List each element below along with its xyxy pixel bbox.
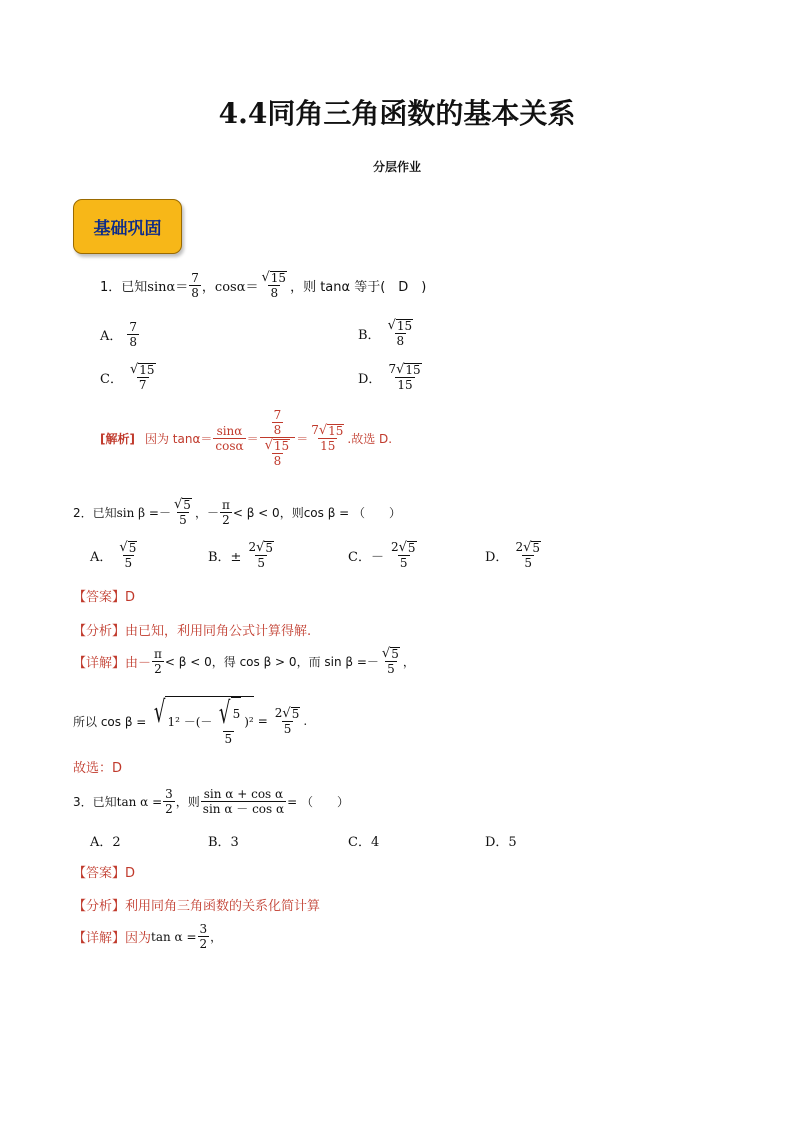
q1-analysis-eq2: ＝: [296, 431, 309, 446]
q2-answer-value: D: [125, 590, 136, 605]
q1-cos-den: 8: [270, 286, 279, 300]
q1-sin-den: 8: [191, 285, 199, 300]
q2-analysis-text: 由已知，利用同角公式计算得解.: [125, 624, 312, 639]
q1-option-d: D． 7 √ 15 15: [358, 362, 421, 392]
q2-so-den: 5: [224, 732, 233, 746]
q2-cos-label: cos β = （ ）: [303, 505, 402, 520]
q1-cos-frac: √ 15 8: [261, 270, 287, 300]
q2-so: 所以 cos β = √ 1² －(－ √ 5 5 )² = 2 √ 5 5 .: [73, 695, 308, 746]
q2-option-c: C．－ 2 √ 5 5: [348, 540, 416, 570]
q2-so-rad2: 5: [291, 707, 300, 721]
q3-option-b: B．3: [208, 835, 239, 850]
q2-number: 2．已知: [73, 505, 117, 520]
q1-option-a-label: A．: [100, 329, 123, 344]
q1-option-d-den: 15: [397, 378, 413, 392]
q2-answer: [73, 586, 135, 605]
q1-option-d-coef: 7: [388, 362, 397, 376]
q1-sin-num: 7: [191, 270, 199, 285]
q2-pi: π: [221, 497, 230, 512]
q3-detail-tail: ，: [210, 930, 223, 944]
q2-option-d: D． 2 √ 5 5: [485, 540, 541, 570]
q3-option-c: C．4: [348, 835, 380, 850]
q2-option-d-rad: 5: [532, 541, 541, 555]
q1-analysis-cos: cosα: [215, 438, 244, 453]
q3-tail: = （ ）: [287, 795, 349, 809]
q2-so-eq: =: [257, 714, 268, 728]
q2-sin-rad: 5: [183, 498, 191, 512]
q1-sin-label: sinα＝: [147, 279, 189, 295]
q3-stem: [73, 787, 349, 816]
q1-option-d-rad: 15: [405, 363, 421, 377]
q2-sin-den: 5: [179, 513, 187, 527]
q3-answer-value: D: [125, 866, 136, 881]
q2-so-end: .: [303, 714, 308, 728]
q1-analysis-pre: 因为 tanα＝: [144, 431, 213, 446]
q3-detail-tan: tan α =: [151, 929, 197, 944]
q2-option-b-rad: 5: [265, 541, 274, 555]
q2-option-d-den: 5: [524, 556, 533, 570]
q1-stem: [100, 270, 426, 300]
q2-so-coef: 2: [274, 706, 283, 720]
q2-detail-two: 2: [154, 661, 162, 676]
q3-tan-num: 3: [165, 787, 173, 801]
q1-option-c-label: C．: [100, 371, 123, 387]
q1-option-a-num: 7: [129, 320, 138, 334]
q2-analysis: [73, 620, 311, 639]
q1-analysis-rad: 15: [328, 424, 344, 438]
q1-option-a-den: 8: [129, 335, 138, 349]
q3-frac-num: sin α + cos α: [203, 787, 284, 801]
q3-frac-den: sin α － cos α: [202, 802, 285, 816]
q2-comma: ，－: [194, 505, 219, 520]
q2-detail: 【详解】 由－ $\frac{\pi}{2}$ < β < 0，得 cos β > 0，而 sin β =－ √ 5 5 ，: [73, 646, 415, 676]
q1-analysis-coef: 7: [311, 423, 319, 437]
q2-option-b: B．± 2 √ 5 5: [208, 540, 274, 570]
q3-analysis: [73, 895, 320, 914]
q2-option-c-rad: 5: [407, 541, 416, 555]
q2-detail-tag: 【详解】: [73, 655, 126, 671]
q1-option-b-label: B．: [358, 327, 381, 343]
page-subtitle: 分层作业: [372, 160, 421, 174]
q3-tan-label: tan α =: [116, 794, 163, 809]
q1-cos-rad: 15: [270, 271, 287, 285]
q3-option-d: D．5: [485, 835, 517, 850]
q2-detail-pi: π: [154, 646, 162, 661]
q2-so-den2: 5: [283, 722, 292, 736]
q1-option-b-rad: 15: [396, 319, 413, 333]
q3-detail-num: 3: [199, 922, 208, 936]
q2-stem: 2．已知 sin β =－ √ 5 5 ，－ $\frac{\pi}{2}$ < β < 0，则 cos β = （ ）: [73, 497, 402, 527]
q1-analysis: [解析] 因为 tanα＝ $\frac{\sin\alpha}{\cos\alpha}$ ＝ $\frac{7}{8}$ √ 15 8 ＝ 7 √ 15 15 .故选 D.: [100, 408, 393, 468]
q1-analysis-tag: [解析]: [100, 431, 135, 446]
q2-option-a-den: 5: [124, 556, 133, 570]
q3-answer-tag: 【答案】: [73, 866, 126, 881]
q2-detail-rad: 5: [391, 647, 399, 661]
q2-option-c-coef: 2: [390, 540, 399, 554]
q3-detail: [73, 922, 222, 951]
q2-option-c-den: 5: [399, 556, 408, 570]
q2-option-d-coef: 2: [515, 540, 524, 554]
page-title: 4.4同角三角函数的基本关系: [218, 97, 576, 130]
q2-option-d-label: D．: [485, 549, 509, 565]
q3-tan-den: 2: [165, 802, 173, 816]
q2-so-inner1: 1² －(－: [167, 715, 213, 729]
q3-option-a: A．2: [90, 835, 121, 850]
q2-detail-den: 5: [387, 662, 395, 676]
q2-option-c-label: C．－: [348, 549, 384, 565]
q1-analysis-bot-den: 8: [273, 454, 282, 468]
q1-cos-label: cosα＝: [214, 279, 259, 295]
q1-tail: ，则 tanα 等于( D ): [290, 279, 427, 295]
section-badge: 基础巩固: [73, 199, 182, 254]
q3-detail-tag: 【详解】: [73, 931, 126, 946]
q2-option-b-coef: 2: [248, 540, 257, 554]
q2-so-label: 所以 cos β =: [73, 714, 147, 729]
q1-analysis-top-num: 7: [273, 408, 282, 422]
q3-answer: [73, 862, 135, 881]
q3-analysis-tag: 【分析】: [73, 899, 126, 914]
q2-detail-mid: < β < 0，得 cos β > 0，而 sin β =－: [164, 654, 379, 669]
q1-analysis-top-den: 8: [273, 423, 282, 437]
q2-option-a: A． √ 5 5: [90, 540, 137, 570]
q1-analysis-eq1: ＝: [246, 431, 259, 446]
q1-sin-frac: [189, 271, 201, 300]
q2-two: 2: [222, 512, 230, 527]
q2-detail-tail: ，: [402, 654, 415, 669]
q1-option-d-label: D．: [358, 371, 382, 387]
q2-so-rad: 5: [231, 697, 242, 731]
q2-pick: 故选：D: [73, 761, 123, 776]
q3-detail-den: 2: [199, 937, 208, 951]
q1-analysis-bot-rad: 15: [273, 439, 290, 453]
q2-so-inner2: )²: [244, 714, 254, 729]
q1-option-c-den: 7: [138, 378, 147, 392]
q1-analysis-den: 15: [320, 439, 336, 453]
q2-detail-pre: 由－: [125, 655, 152, 671]
q3-number: 3．已知: [73, 795, 117, 809]
q2-sin-label: sin β =－: [116, 505, 171, 520]
q1-option-b-den: 8: [396, 334, 405, 348]
q3-mid: ，则: [175, 795, 200, 809]
q1-analysis-tail: .故选 D.: [347, 431, 393, 446]
q2-analysis-tag: 【分析】: [73, 624, 126, 639]
q1-option-c-rad: 15: [139, 363, 155, 377]
q2-answer-tag: 【答案】: [73, 590, 126, 605]
q3-analysis-text: 利用同角三角函数的关系化简计算: [125, 899, 321, 914]
q1-analysis-sin: sinα: [216, 423, 243, 438]
q2-option-b-label: B．±: [208, 549, 242, 565]
q2-option-a-rad: 5: [128, 541, 137, 555]
q2-option-b-den: 5: [257, 556, 266, 570]
q1-number: 1．已知: [100, 279, 148, 295]
q1-comma: ，: [201, 279, 215, 295]
q2-so-root: √ 1² －(－ √ 5 5 )²: [154, 695, 254, 746]
q1-option-b: B． √ 15 8: [358, 318, 413, 348]
q2-range: < β < 0，则: [232, 505, 304, 520]
q2-option-a-label: A．: [90, 549, 113, 565]
q1-analysis-compound: $\frac{7}{8}$ √ 15 8: [260, 408, 296, 468]
q1-option-a: [100, 320, 140, 349]
q1-option-c: C． √ 15 7: [100, 362, 155, 392]
q3-detail-pre: 因为: [125, 931, 152, 946]
